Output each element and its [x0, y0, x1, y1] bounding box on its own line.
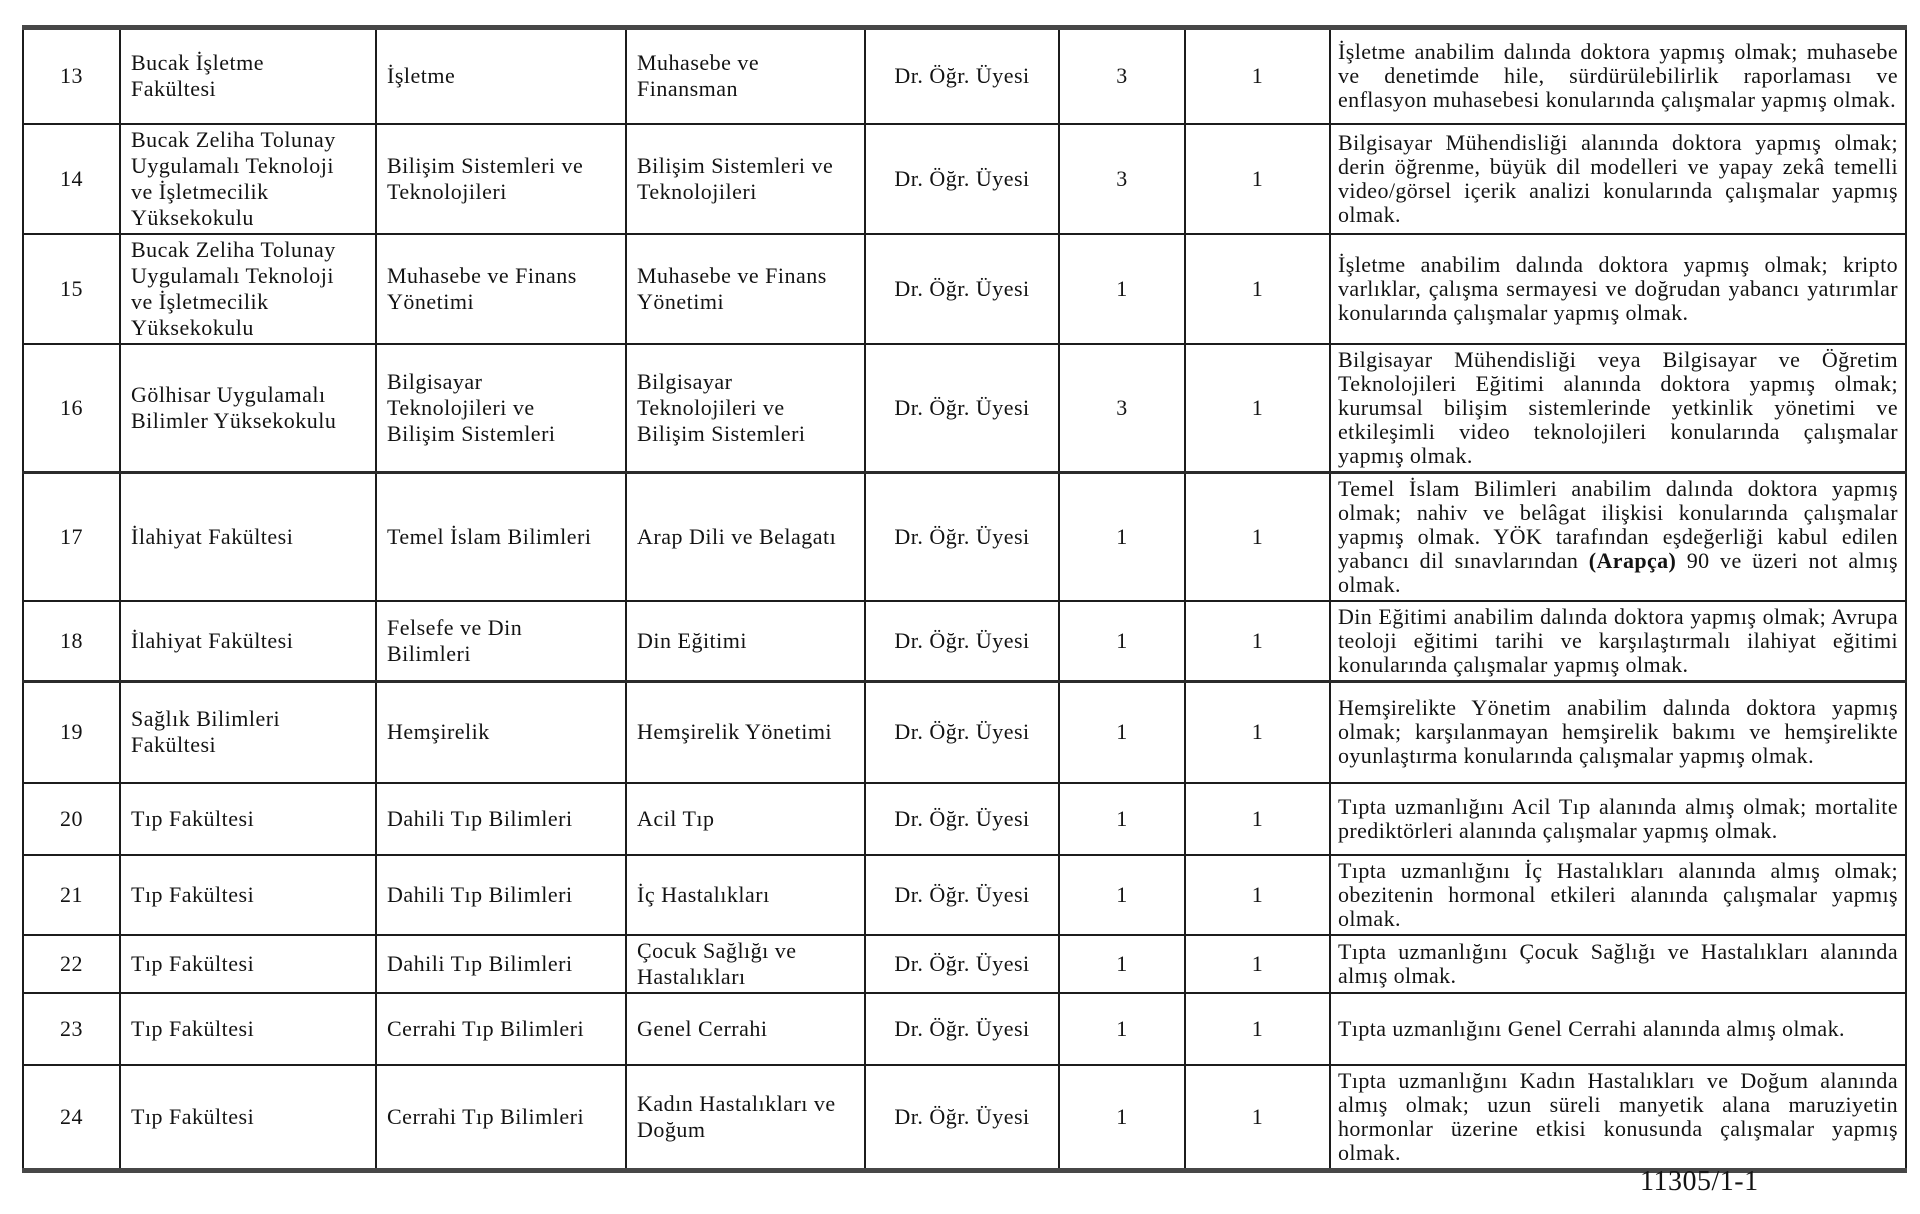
department-cell: Temel İslam Bilimleri — [376, 472, 626, 601]
faculty-cell: Tıp Fakültesi — [120, 855, 376, 935]
program-cell: Genel Cerrahi — [626, 993, 865, 1065]
title-cell: Dr. Öğr. Üyesi — [865, 124, 1059, 234]
faculty-cell: Sağlık Bilimleri Fakültesi — [120, 681, 376, 783]
faculty-cell: İlahiyat Fakültesi — [120, 601, 376, 682]
program-cell: Acil Tıp — [626, 783, 865, 855]
row-number-cell: 21 — [23, 855, 120, 935]
program-cell: Kadın Hastalıkları ve Doğum — [626, 1065, 865, 1171]
position-row — [23, 783, 1906, 855]
publication-reference: 11305/1-1 — [1640, 1166, 1759, 1197]
program-cell: Bilgisayar Teknolojileri ve Bilişim Sistemleri — [626, 344, 865, 473]
title-cell: Dr. Öğr. Üyesi — [865, 1065, 1059, 1171]
count-cell: 1 — [1185, 601, 1330, 682]
position-row — [23, 472, 1906, 601]
title-cell: Dr. Öğr. Üyesi — [865, 993, 1059, 1065]
program-cell: Din Eğitimi — [626, 601, 865, 682]
row-number-cell: 15 — [23, 234, 120, 344]
count-cell: 1 — [1185, 28, 1330, 124]
department-cell: Dahili Tıp Bilimleri — [376, 783, 626, 855]
requirements-cell: Bilgisayar Mühendisliği alanında doktora yapmış olmak; derin öğrenme, büyük dil modelleri ve yapay zekâ temelli video/görsel içerik analizi konularında çalışmalar yapmış olmak. — [1330, 124, 1906, 234]
row-number-cell: 20 — [23, 783, 120, 855]
position-row — [23, 993, 1906, 1065]
requirements-cell: Temel İslam Bilimleri anabilim dalında doktora yapmış olmak; nahiv ve belâgat ilişkisi konularında çalışmalar yapmış olmak. YÖK tarafından eşdeğerliği kabul edilen yabancı dil sınavlarından (Arapça) 90 ve üzeri not almış olmak. — [1330, 472, 1906, 601]
count-cell: 1 — [1185, 1065, 1330, 1171]
grade-cell: 3 — [1059, 28, 1185, 124]
grade-cell: 1 — [1059, 681, 1185, 783]
faculty-cell: Tıp Fakültesi — [120, 783, 376, 855]
program-cell: Bilişim Sistemleri ve Teknolojileri — [626, 124, 865, 234]
title-cell: Dr. Öğr. Üyesi — [865, 855, 1059, 935]
department-cell: İşletme — [376, 28, 626, 124]
requirements-cell: Tıpta uzmanlığını Çocuk Sağlığı ve Hastalıkları alanında almış olmak. — [1330, 935, 1906, 993]
position-row — [23, 28, 1906, 124]
requirements-cell: Tıpta uzmanlığını Genel Cerrahi alanında almış olmak. — [1330, 993, 1906, 1065]
department-cell: Dahili Tıp Bilimleri — [376, 935, 626, 993]
row-number-cell: 16 — [23, 344, 120, 473]
department-cell: Bilgisayar Teknolojileri ve Bilişim Sistemleri — [376, 344, 626, 473]
grade-cell: 1 — [1059, 783, 1185, 855]
count-cell: 1 — [1185, 855, 1330, 935]
faculty-cell: Gölhisar Uygulamalı Bilimler Yüksekokulu — [120, 344, 376, 473]
position-row — [23, 935, 1906, 993]
grade-cell: 1 — [1059, 1065, 1185, 1171]
count-cell: 1 — [1185, 993, 1330, 1065]
department-cell: Cerrahi Tıp Bilimleri — [376, 993, 626, 1065]
title-cell: Dr. Öğr. Üyesi — [865, 234, 1059, 344]
row-number-cell: 14 — [23, 124, 120, 234]
program-cell: Muhasebe ve Finansman — [626, 28, 865, 124]
faculty-cell: Bucak Zeliha Tolunay Uygulamalı Teknoloji ve İşletmecilik Yüksekokulu — [120, 234, 376, 344]
department-cell: Cerrahi Tıp Bilimleri — [376, 1065, 626, 1171]
requirements-cell: Hemşirelikte Yönetim anabilim dalında doktora yapmış olmak; karşılanmayan hemşirelik bakımı ve hemşirelikte oyunlaştırma konularında çalışmalar yapmış olmak. — [1330, 681, 1906, 783]
faculty-cell: Bucak İşletme Fakültesi — [120, 28, 376, 124]
position-row — [23, 234, 1906, 344]
row-number-cell: 13 — [23, 28, 120, 124]
requirements-cell: Tıpta uzmanlığını İç Hastalıkları alanında almış olmak; obezitenin hormonal etkileri alanında çalışmalar yapmış olmak. — [1330, 855, 1906, 935]
title-cell: Dr. Öğr. Üyesi — [865, 783, 1059, 855]
requirements-cell: Tıpta uzmanlığını Acil Tıp alanında almış olmak; mortalite prediktörleri alanında çalışmalar yapmış olmak. — [1330, 783, 1906, 855]
position-row — [23, 855, 1906, 935]
position-row — [23, 601, 1906, 682]
faculty-cell: Bucak Zeliha Tolunay Uygulamalı Teknoloji ve İşletmecilik Yüksekokulu — [120, 124, 376, 234]
row-number-cell: 19 — [23, 681, 120, 783]
title-cell: Dr. Öğr. Üyesi — [865, 28, 1059, 124]
grade-cell: 1 — [1059, 472, 1185, 601]
grade-cell: 1 — [1059, 601, 1185, 682]
count-cell: 1 — [1185, 124, 1330, 234]
program-cell: İç Hastalıkları — [626, 855, 865, 935]
requirements-cell: Bilgisayar Mühendisliği veya Bilgisayar ve Öğretim Teknolojileri Eğitimi alanında doktora yapmış olmak; kurumsal bilişim sistemlerinde yetkinlik yönetimi ve etkileşimli video teknolojileri konularında çalışmalar yapmış olmak. — [1330, 344, 1906, 473]
count-cell: 1 — [1185, 681, 1330, 783]
table-body — [23, 28, 1906, 1171]
title-cell: Dr. Öğr. Üyesi — [865, 601, 1059, 682]
academic-positions-table — [22, 25, 1907, 1173]
program-cell: Çocuk Sağlığı ve Hastalıkları — [626, 935, 865, 993]
count-cell: 1 — [1185, 783, 1330, 855]
row-number-cell: 23 — [23, 993, 120, 1065]
grade-cell: 3 — [1059, 124, 1185, 234]
grade-cell: 1 — [1059, 935, 1185, 993]
department-cell: Muhasebe ve Finans Yönetimi — [376, 234, 626, 344]
faculty-cell: Tıp Fakültesi — [120, 1065, 376, 1171]
position-row — [23, 344, 1906, 473]
grade-cell: 1 — [1059, 234, 1185, 344]
grade-cell: 1 — [1059, 993, 1185, 1065]
title-cell: Dr. Öğr. Üyesi — [865, 935, 1059, 993]
title-cell: Dr. Öğr. Üyesi — [865, 344, 1059, 473]
row-number-cell: 22 — [23, 935, 120, 993]
faculty-cell: Tıp Fakültesi — [120, 993, 376, 1065]
grade-cell: 3 — [1059, 344, 1185, 473]
grade-cell: 1 — [1059, 855, 1185, 935]
program-cell: Arap Dili ve Belagatı — [626, 472, 865, 601]
row-number-cell: 24 — [23, 1065, 120, 1171]
department-cell: Dahili Tıp Bilimleri — [376, 855, 626, 935]
position-row — [23, 681, 1906, 783]
requirements-cell: Din Eğitimi anabilim dalında doktora yapmış olmak; Avrupa teoloji eğitimi tarihi ve karşılaştırmalı ilahiyat eğitimi konularında çalışmalar yapmış olmak. — [1330, 601, 1906, 682]
row-number-cell: 17 — [23, 472, 120, 601]
requirements-cell: İşletme anabilim dalında doktora yapmış olmak; muhasebe ve denetimde hile, sürdürülebilirlik raporlaması ve enflasyon muhasebesi konularında çalışmalar yapmış olmak. — [1330, 28, 1906, 124]
row-number-cell: 18 — [23, 601, 120, 682]
count-cell: 1 — [1185, 344, 1330, 473]
title-cell: Dr. Öğr. Üyesi — [865, 681, 1059, 783]
count-cell: 1 — [1185, 935, 1330, 993]
count-cell: 1 — [1185, 472, 1330, 601]
department-cell: Hemşirelik — [376, 681, 626, 783]
program-cell: Muhasebe ve Finans Yönetimi — [626, 234, 865, 344]
faculty-cell: Tıp Fakültesi — [120, 935, 376, 993]
program-cell: Hemşirelik Yönetimi — [626, 681, 865, 783]
count-cell: 1 — [1185, 234, 1330, 344]
position-row — [23, 124, 1906, 234]
requirements-cell: İşletme anabilim dalında doktora yapmış olmak; kripto varlıklar, çalışma sermayesi ve doğrudan yabancı yatırımlar konularında çalışmalar yapmış olmak. — [1330, 234, 1906, 344]
position-row — [23, 1065, 1906, 1171]
title-cell: Dr. Öğr. Üyesi — [865, 472, 1059, 601]
department-cell: Felsefe ve Din Bilimleri — [376, 601, 626, 682]
department-cell: Bilişim Sistemleri ve Teknolojileri — [376, 124, 626, 234]
requirements-cell: Tıpta uzmanlığını Kadın Hastalıkları ve Doğum alanında almış olmak; uzun süreli manyetik alana maruziyetin hormonlar üzerine etkisi konusunda çalışmalar yapmış olmak. — [1330, 1065, 1906, 1171]
faculty-cell: İlahiyat Fakültesi — [120, 472, 376, 601]
